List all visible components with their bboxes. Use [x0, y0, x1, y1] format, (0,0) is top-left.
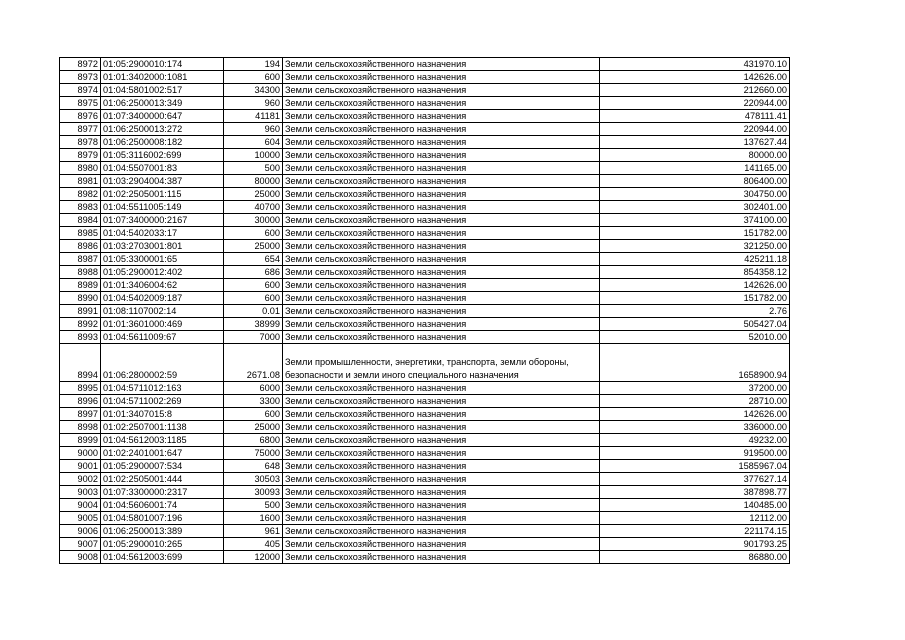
land-category-cell: Земли сельскохозяйственного назначения	[283, 499, 600, 512]
cadastral-value-cell: 142626.00	[600, 279, 790, 292]
table-row	[60, 97, 790, 110]
cadastral-number-cell: 01:04:5402033:17	[101, 227, 224, 240]
land-category-cell: Земли сельскохозяйственного назначения	[283, 512, 600, 525]
land-category-cell: Земли сельскохозяйственного назначения	[283, 538, 600, 551]
row-number-cell: 9002	[60, 473, 101, 486]
table-row	[60, 279, 790, 292]
row-number-cell: 8982	[60, 188, 101, 201]
table-row	[60, 551, 790, 564]
cadastral-value-cell: 221174.15	[600, 525, 790, 538]
cadastral-value-cell: 1658900.94	[600, 344, 790, 382]
cadastral-number-cell: 01:01:3406004:62	[101, 279, 224, 292]
land-category-cell: Земли сельскохозяйственного назначения	[283, 214, 600, 227]
table-row	[60, 58, 790, 71]
land-category-cell: Земли сельскохозяйственного назначения	[283, 97, 600, 110]
cadastral-number-cell: 01:05:3116002:699	[101, 149, 224, 162]
area-cell: 75000	[224, 447, 283, 460]
area-cell: 38999	[224, 318, 283, 331]
land-category-cell: Земли сельскохозяйственного назначения	[283, 188, 600, 201]
cadastral-value-cell: 151782.00	[600, 227, 790, 240]
area-cell: 25000	[224, 421, 283, 434]
area-cell: 25000	[224, 240, 283, 253]
area-cell: 30503	[224, 473, 283, 486]
area-cell: 500	[224, 162, 283, 175]
cadastral-value-cell: 220944.00	[600, 123, 790, 136]
land-category-cell: Земли сельскохозяйственного назначения	[283, 421, 600, 434]
land-category-cell: Земли сельскохозяйственного назначения	[283, 227, 600, 240]
land-category-cell: Земли сельскохозяйственного назначения	[283, 149, 600, 162]
cadastral-value-cell: 854358.12	[600, 266, 790, 279]
area-cell: 600	[224, 279, 283, 292]
cadastral-value-cell: 142626.00	[600, 408, 790, 421]
table-row	[60, 331, 790, 344]
area-cell: 10000	[224, 149, 283, 162]
table-row	[60, 447, 790, 460]
row-number-cell: 8999	[60, 434, 101, 447]
land-category-cell: Земли сельскохозяйственного назначения	[283, 525, 600, 538]
row-number-cell: 8973	[60, 71, 101, 84]
row-number-cell: 8993	[60, 331, 101, 344]
cadastral-value-cell: 142626.00	[600, 71, 790, 84]
table-row	[60, 253, 790, 266]
area-cell: 30000	[224, 214, 283, 227]
cadastral-value-cell: 80000.00	[600, 149, 790, 162]
cadastral-value-cell: 12112.00	[600, 512, 790, 525]
row-number-cell: 8980	[60, 162, 101, 175]
row-number-cell: 8990	[60, 292, 101, 305]
area-cell: 960	[224, 97, 283, 110]
area-cell: 80000	[224, 175, 283, 188]
table-row	[60, 266, 790, 279]
area-cell: 960	[224, 123, 283, 136]
cadastral-number-cell: 01:04:5801002:517	[101, 84, 224, 97]
cadastral-number-cell: 01:03:2703001:801	[101, 240, 224, 253]
cadastral-number-cell: 01:04:5511005:149	[101, 201, 224, 214]
cadastral-value-cell: 140485.00	[600, 499, 790, 512]
row-number-cell: 9005	[60, 512, 101, 525]
land-category-cell: Земли сельскохозяйственного назначения	[283, 486, 600, 499]
land-plots-table	[59, 57, 790, 564]
land-category-cell: Земли сельскохозяйственного назначения	[283, 175, 600, 188]
cadastral-value-cell: 1585967.04	[600, 460, 790, 473]
cadastral-number-cell: 01:05:2900012:402	[101, 266, 224, 279]
area-cell: 600	[224, 408, 283, 421]
area-cell: 648	[224, 460, 283, 473]
area-cell: 2671.08	[224, 344, 283, 382]
table-row	[60, 512, 790, 525]
cadastral-number-cell: 01:02:2505001:115	[101, 188, 224, 201]
cadastral-number-cell: 01:05:2900007:534	[101, 460, 224, 473]
row-number-cell: 8977	[60, 123, 101, 136]
row-number-cell: 8991	[60, 305, 101, 318]
land-category-cell: Земли сельскохозяйственного назначения	[283, 58, 600, 71]
cadastral-value-cell: 86880.00	[600, 551, 790, 564]
area-cell: 194	[224, 58, 283, 71]
table-row	[60, 240, 790, 253]
land-category-cell: Земли сельскохозяйственного назначения	[283, 331, 600, 344]
cadastral-number-cell: 01:02:2505001:444	[101, 473, 224, 486]
land-category-cell: Земли сельскохозяйственного назначения	[283, 434, 600, 447]
cadastral-number-cell: 01:04:5711002:269	[101, 395, 224, 408]
table-row	[60, 344, 790, 382]
cadastral-value-cell: 220944.00	[600, 97, 790, 110]
land-category-cell: Земли сельскохозяйственного назначения	[283, 266, 600, 279]
cadastral-value-cell: 151782.00	[600, 292, 790, 305]
area-cell: 961	[224, 525, 283, 538]
land-category-cell: Земли сельскохозяйственного назначения	[283, 201, 600, 214]
cadastral-number-cell: 01:03:2904004:387	[101, 175, 224, 188]
table-row	[60, 214, 790, 227]
cadastral-number-cell: 01:05:2900010:265	[101, 538, 224, 551]
table-row	[60, 84, 790, 97]
area-cell: 600	[224, 292, 283, 305]
row-number-cell: 8994	[60, 344, 101, 382]
row-number-cell: 8978	[60, 136, 101, 149]
table-row	[60, 486, 790, 499]
table-row	[60, 421, 790, 434]
table-row	[60, 499, 790, 512]
row-number-cell: 8986	[60, 240, 101, 253]
cadastral-number-cell: 01:02:2401001:647	[101, 447, 224, 460]
table-row	[60, 188, 790, 201]
table-row	[60, 382, 790, 395]
land-category-cell: Земли сельскохозяйственного назначения	[283, 240, 600, 253]
row-number-cell: 8983	[60, 201, 101, 214]
cadastral-number-cell: 01:06:2500013:272	[101, 123, 224, 136]
row-number-cell: 9007	[60, 538, 101, 551]
row-number-cell: 8974	[60, 84, 101, 97]
cadastral-value-cell: 321250.00	[600, 240, 790, 253]
cadastral-number-cell: 01:04:5507001:83	[101, 162, 224, 175]
table-row	[60, 149, 790, 162]
cadastral-number-cell: 01:05:2900010:174	[101, 58, 224, 71]
area-cell: 41181	[224, 110, 283, 123]
land-category-cell: Земли сельскохозяйственного назначения	[283, 84, 600, 97]
land-category-cell: Земли сельскохозяйственного назначения	[283, 123, 600, 136]
cadastral-value-cell: 137627.44	[600, 136, 790, 149]
cadastral-number-cell: 01:04:5612003:1185	[101, 434, 224, 447]
table-row	[60, 525, 790, 538]
cadastral-value-cell: 212660.00	[600, 84, 790, 97]
area-cell: 6000	[224, 382, 283, 395]
table-row	[60, 292, 790, 305]
row-number-cell: 9008	[60, 551, 101, 564]
table-row	[60, 434, 790, 447]
cadastral-number-cell: 01:06:2500013:349	[101, 97, 224, 110]
cadastral-number-cell: 01:01:3601000:469	[101, 318, 224, 331]
land-category-cell: Земли сельскохозяйственного назначения	[283, 473, 600, 486]
cadastral-value-cell: 28710.00	[600, 395, 790, 408]
cadastral-value-cell: 336000.00	[600, 421, 790, 434]
land-category-cell: Земли сельскохозяйственного назначения	[283, 447, 600, 460]
area-cell: 600	[224, 227, 283, 240]
area-cell: 40700	[224, 201, 283, 214]
area-cell: 6800	[224, 434, 283, 447]
cadastral-number-cell: 01:08:1107002:14	[101, 305, 224, 318]
cadastral-number-cell: 01:04:5606001:74	[101, 499, 224, 512]
row-number-cell: 8992	[60, 318, 101, 331]
area-cell: 7000	[224, 331, 283, 344]
table-row	[60, 162, 790, 175]
land-category-cell: Земли сельскохозяйственного назначения	[283, 136, 600, 149]
area-cell: 12000	[224, 551, 283, 564]
area-cell: 405	[224, 538, 283, 551]
area-cell: 34300	[224, 84, 283, 97]
land-category-cell: Земли сельскохозяйственного назначения	[283, 162, 600, 175]
area-cell: 600	[224, 71, 283, 84]
cadastral-number-cell: 01:07:3300000:2317	[101, 486, 224, 499]
land-category-cell: Земли сельскохозяйственного назначения	[283, 71, 600, 84]
table-row	[60, 136, 790, 149]
row-number-cell: 8997	[60, 408, 101, 421]
row-number-cell: 8998	[60, 421, 101, 434]
area-cell: 0.01	[224, 305, 283, 318]
cadastral-number-cell: 01:06:2800002:59	[101, 344, 224, 382]
row-number-cell: 8979	[60, 149, 101, 162]
cadastral-number-cell: 01:04:5612003:699	[101, 551, 224, 564]
cadastral-value-cell: 387898.77	[600, 486, 790, 499]
cadastral-value-cell: 374100.00	[600, 214, 790, 227]
table-row	[60, 473, 790, 486]
row-number-cell: 8972	[60, 58, 101, 71]
cadastral-value-cell: 505427.04	[600, 318, 790, 331]
cadastral-number-cell: 01:07:3400000:647	[101, 110, 224, 123]
land-category-cell: Земли сельскохозяйственного назначения	[283, 318, 600, 331]
area-cell: 30093	[224, 486, 283, 499]
table-body	[60, 58, 790, 564]
cadastral-value-cell: 377627.14	[600, 473, 790, 486]
land-category-cell: Земли сельскохозяйственного назначения	[283, 279, 600, 292]
area-cell: 1600	[224, 512, 283, 525]
table-row	[60, 227, 790, 240]
row-number-cell: 8996	[60, 395, 101, 408]
cadastral-number-cell: 01:06:2500013:389	[101, 525, 224, 538]
cadastral-value-cell: 431970.10	[600, 58, 790, 71]
cadastral-number-cell: 01:04:5801007:196	[101, 512, 224, 525]
row-number-cell: 8975	[60, 97, 101, 110]
table-row	[60, 201, 790, 214]
table-row	[60, 318, 790, 331]
cadastral-number-cell: 01:04:5402009:187	[101, 292, 224, 305]
land-category-cell: Земли промышленности, энергетики, транспорта, земли обороны, безопасности и земли иного специального назначения	[283, 344, 600, 382]
row-number-cell: 8988	[60, 266, 101, 279]
cadastral-value-cell: 806400.00	[600, 175, 790, 188]
cadastral-number-cell: 01:01:3407015:8	[101, 408, 224, 421]
table-row	[60, 395, 790, 408]
cadastral-value-cell: 304750.00	[600, 188, 790, 201]
cadastral-number-cell: 01:06:2500008:182	[101, 136, 224, 149]
table-row	[60, 110, 790, 123]
table-row	[60, 305, 790, 318]
cadastral-number-cell: 01:07:3400000:2167	[101, 214, 224, 227]
area-cell: 686	[224, 266, 283, 279]
land-category-cell: Земли сельскохозяйственного назначения	[283, 292, 600, 305]
cadastral-value-cell: 52010.00	[600, 331, 790, 344]
table-row	[60, 538, 790, 551]
land-category-cell: Земли сельскохозяйственного назначения	[283, 395, 600, 408]
row-number-cell: 8985	[60, 227, 101, 240]
table-row	[60, 123, 790, 136]
row-number-cell: 8984	[60, 214, 101, 227]
row-number-cell: 9001	[60, 460, 101, 473]
land-category-cell: Земли сельскохозяйственного назначения	[283, 305, 600, 318]
row-number-cell: 8987	[60, 253, 101, 266]
row-number-cell: 8976	[60, 110, 101, 123]
cadastral-value-cell: 49232.00	[600, 434, 790, 447]
row-number-cell: 9006	[60, 525, 101, 538]
area-cell: 3300	[224, 395, 283, 408]
cadastral-value-cell: 2.76	[600, 305, 790, 318]
cadastral-value-cell: 141165.00	[600, 162, 790, 175]
table-row	[60, 71, 790, 84]
row-number-cell: 9000	[60, 447, 101, 460]
area-cell: 25000	[224, 188, 283, 201]
land-category-cell: Земли сельскохозяйственного назначения	[283, 382, 600, 395]
row-number-cell: 9004	[60, 499, 101, 512]
area-cell: 604	[224, 136, 283, 149]
table-row	[60, 408, 790, 421]
area-cell: 500	[224, 499, 283, 512]
land-category-cell: Земли сельскохозяйственного назначения	[283, 253, 600, 266]
land-category-cell: Земли сельскохозяйственного назначения	[283, 408, 600, 421]
cadastral-number-cell: 01:04:5711012:163	[101, 382, 224, 395]
land-category-cell: Земли сельскохозяйственного назначения	[283, 110, 600, 123]
cadastral-number-cell: 01:04:5611009:67	[101, 331, 224, 344]
cadastral-number-cell: 01:05:3300001:65	[101, 253, 224, 266]
row-number-cell: 9003	[60, 486, 101, 499]
row-number-cell: 8989	[60, 279, 101, 292]
land-category-cell: Земли сельскохозяйственного назначения	[283, 551, 600, 564]
area-cell: 654	[224, 253, 283, 266]
table-row	[60, 175, 790, 188]
cadastral-value-cell: 37200.00	[600, 382, 790, 395]
cadastral-value-cell: 919500.00	[600, 447, 790, 460]
cadastral-value-cell: 425211.18	[600, 253, 790, 266]
cadastral-value-cell: 478111.41	[600, 110, 790, 123]
row-number-cell: 8995	[60, 382, 101, 395]
table-row	[60, 460, 790, 473]
row-number-cell: 8981	[60, 175, 101, 188]
cadastral-value-cell: 901793.25	[600, 538, 790, 551]
cadastral-number-cell: 01:01:3402000:1081	[101, 71, 224, 84]
cadastral-value-cell: 302401.00	[600, 201, 790, 214]
land-category-cell: Земли сельскохозяйственного назначения	[283, 460, 600, 473]
cadastral-number-cell: 01:02:2507001:1138	[101, 421, 224, 434]
